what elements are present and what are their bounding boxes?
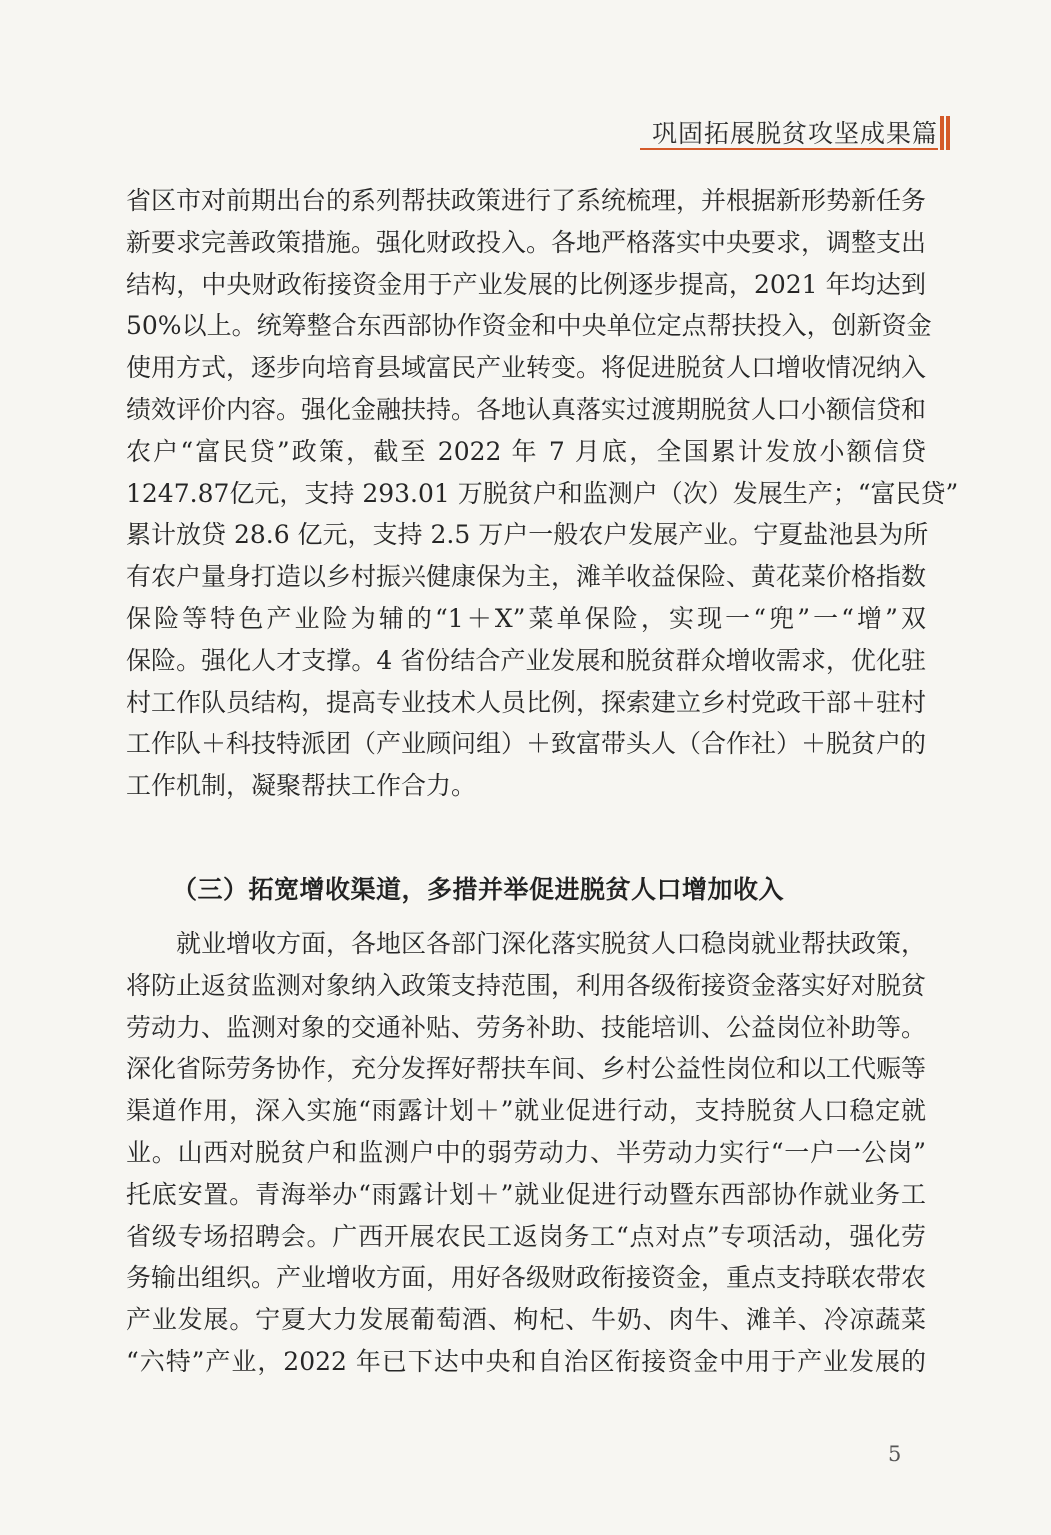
text-line: 工作队＋科技特派团（产业顾问组）＋致富带头人（合作社）＋脱贫户的 — [126, 729, 927, 759]
text-line: 托底安置。青海举办“雨露计划＋”就业促进行动暨东西部协作就业务工 — [126, 1179, 926, 1209]
text-line: 农户“富民贷”政策，截至 2022 年 7 月底，全国累计发放小额信贷 — [126, 436, 926, 466]
text-line: 1247.87亿元，支持 293.01 万脱贫户和监测户（次）发展生产；“富民贷” — [126, 478, 959, 508]
text-line: 将防止返贫监测对象纳入政策支持范围，利用各级衔接资金落实好对脱贫 — [126, 970, 927, 1000]
text-line: 村工作队员结构，提高专业技术人员比例，探索建立乡村党政干部＋驻村 — [126, 687, 927, 717]
text-line: 保险。强化人才支撑。4 省份结合产业发展和脱贫群众增收需求，优化驻 — [126, 645, 926, 675]
header-bar — [940, 116, 944, 150]
text-line: 省级专场招聘会。广西开展农民工返岗务工“点对点”专项活动，强化劳 — [126, 1221, 926, 1251]
header-title: 巩固拓展脱贫攻坚成果篇 — [651, 119, 938, 148]
text-line: 有农户量身打造以乡村振兴健康保为主，滩羊收益保险、黄花菜价格指数 — [126, 562, 927, 592]
text-line: “六特”产业，2022 年已下达中央和自治区衔接资金中用于产业发展的 — [126, 1346, 926, 1376]
text-line: 绩效评价内容。强化金融扶持。各地认真落实过渡期脱贫人口小额信贷和 — [126, 394, 927, 424]
text-line: 使用方式，逐步向培育县域富民产业转变。将促进脱贫人口增收情况纳入 — [126, 353, 927, 383]
body-paragraph-1 — [126, 180, 959, 807]
header-bar — [946, 116, 950, 150]
text-line: 产业发展。宁夏大力发展葡萄酒、枸杞、牛奶、肉牛、滩羊、冷凉蔬菜 — [126, 1305, 926, 1335]
text-line: 渠道作用，深入实施“雨露计划＋”就业促进行动，支持脱贫人口稳定就 — [126, 1096, 926, 1126]
text-line: 业。山西对脱贫户和监测户中的弱劳动力、半劳动力实行“一户一公岗” — [126, 1137, 926, 1167]
text-line: 就业增收方面，各地区各部门深化落实脱贫人口稳岗就业帮扶政策， — [176, 929, 927, 958]
text-line: 劳动力、监测对象的交通补贴、劳务补助、技能培训、公益岗位补助等。 — [126, 1012, 927, 1042]
text-line: 工作机制，凝聚帮扶工作合力。 — [126, 771, 477, 801]
text-line: 务输出组织。产业增收方面，用好各级财政衔接资金，重点支持联农带农 — [126, 1263, 927, 1293]
text-line: 深化省际劳务协作，充分发挥好帮扶车间、乡村公益性岗位和以工代赈等 — [126, 1054, 927, 1084]
text-line: 结构，中央财政衔接资金用于产业发展的比例逐步提高，2021 年均达到 — [126, 269, 926, 299]
text-line: 新要求完善政策措施。强化财政投入。各地严格落实中央要求，调整支出 — [126, 227, 927, 257]
text-line: 省区市对前期出台的系列帮扶政策进行了系统梳理，并根据新形势新任务 — [126, 186, 927, 215]
header-bars-ornament — [940, 116, 950, 150]
running-header — [640, 108, 990, 152]
page-number: 5 — [888, 1442, 902, 1466]
body-paragraph-2 — [126, 923, 926, 1383]
header-rule — [640, 148, 938, 150]
text-line: 50%以上。统筹整合东西部协作资金和中央单位定点帮扶投入，创新资金 — [126, 311, 932, 341]
text-line: 累计放贷 28.6 亿元，支持 2.5 万户一般农户发展产业。宁夏盐池县为所 — [126, 520, 929, 550]
text-line: 保险等特色产业险为辅的“1＋X”菜单保险，实现一“兜”一“增”双 — [126, 603, 926, 633]
section-heading: （三）拓宽增收渠道，多措并举促进脱贫人口增加收入 — [172, 875, 785, 904]
